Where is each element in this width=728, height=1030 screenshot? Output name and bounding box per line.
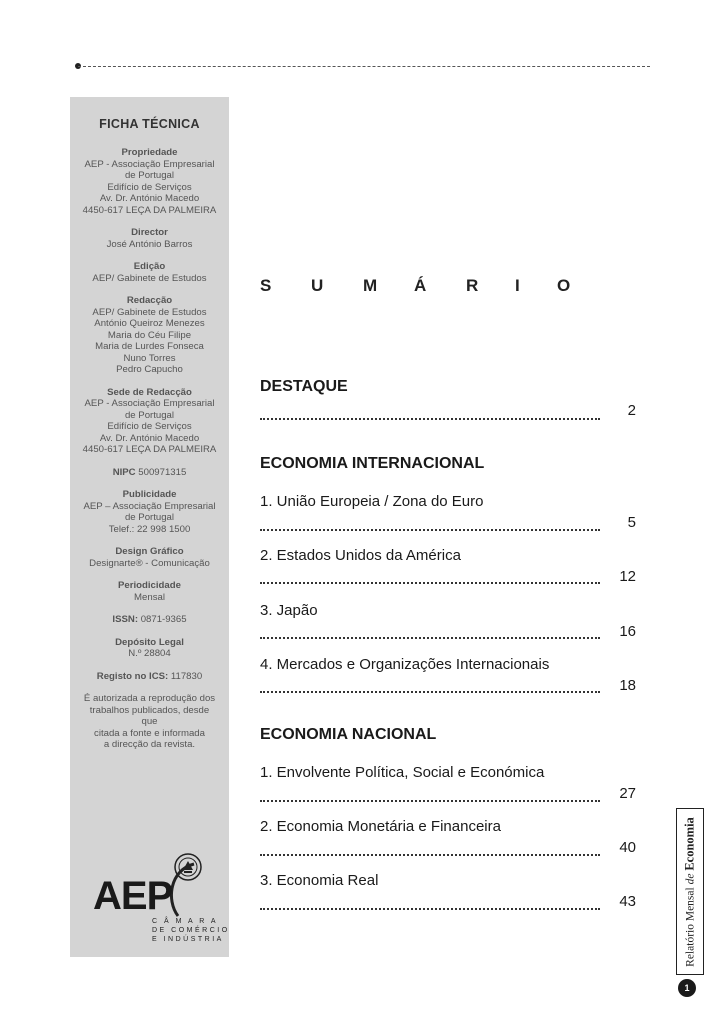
toc-entry-title[interactable]: 3. Japão bbox=[260, 602, 318, 619]
ficha-line: a direcção da revista. bbox=[103, 739, 196, 750]
ficha-block bbox=[70, 295, 229, 376]
ficha-line: AEP/ Gabinete de Estudos bbox=[92, 306, 207, 318]
toc-entry-title[interactable]: 3. Economia Real bbox=[260, 872, 379, 889]
ficha-block bbox=[70, 261, 229, 284]
toc-leader-dots bbox=[260, 840, 600, 856]
top-dashed-rule bbox=[78, 66, 650, 67]
toc-entry-title[interactable]: 1. Envolvente Política, Social e Económica bbox=[260, 764, 545, 781]
ficha-line: citada a fonte e informada bbox=[94, 727, 205, 739]
publication-title-text bbox=[683, 817, 698, 967]
sumario-letter: I bbox=[515, 276, 520, 295]
camara-comercio-text bbox=[152, 917, 230, 944]
ficha-line: AEP – Associação Empresarial bbox=[83, 500, 216, 512]
ficha-line: que bbox=[141, 716, 158, 727]
ficha-tecnica-panel bbox=[70, 97, 229, 957]
toc-leader-dots bbox=[260, 677, 600, 693]
sumario-letter: Á bbox=[414, 276, 427, 295]
ficha-line: de Portugal bbox=[124, 512, 175, 523]
ficha-line: de Portugal bbox=[124, 409, 175, 421]
ficha-line: de Portugal bbox=[124, 170, 175, 181]
ficha-heading: Edição bbox=[133, 261, 166, 272]
toc-page-number[interactable]: 2 bbox=[627, 402, 636, 419]
section-economia-internacional[interactable]: ECONOMIA INTERNACIONAL bbox=[260, 455, 485, 472]
ficha-tecnica-blocks bbox=[70, 147, 229, 762]
ficha-line: 4450-617 LEÇA DA PALMEIRA bbox=[82, 204, 217, 216]
ficha-line: É autorizada a reprodução dos bbox=[83, 693, 216, 704]
toc-page-number[interactable]: 16 bbox=[619, 623, 636, 640]
ficha-line: Av. Dr. António Macedo bbox=[99, 193, 200, 204]
ficha-block bbox=[70, 546, 229, 569]
ficha-block bbox=[70, 637, 229, 660]
publication-title-vertical bbox=[676, 808, 704, 975]
ficha-inline-value: 500971315 bbox=[138, 466, 187, 478]
ficha-heading: Propriedade bbox=[121, 147, 178, 158]
ficha-line: Nuno Torres bbox=[123, 352, 176, 364]
ficha-inline-label: Registo no ICS: bbox=[96, 670, 169, 682]
ficha-block bbox=[70, 580, 229, 603]
ficha-heading: Design Gráfico bbox=[115, 546, 184, 557]
toc-leader-dots bbox=[260, 786, 600, 802]
toc-page-number[interactable]: 5 bbox=[627, 514, 636, 531]
ficha-line: Edifício de Serviços bbox=[107, 421, 192, 432]
ficha-inline-value: 0871-9365 bbox=[140, 614, 187, 625]
ficha-line: Telef.: 22 998 1500 bbox=[108, 523, 191, 535]
ficha-line: AEP - Associação Empresarial bbox=[84, 158, 215, 170]
toc-page-number[interactable]: 18 bbox=[619, 677, 636, 694]
ficha-line: Maria de Lurdes Fonseca bbox=[95, 341, 204, 352]
ficha-line: Maria do Céu Filipe bbox=[107, 329, 192, 341]
ficha-line: Edifício de Serviços bbox=[107, 181, 192, 193]
ficha-block bbox=[70, 147, 229, 216]
ficha-block bbox=[70, 467, 229, 479]
publication-title-part: Economia bbox=[682, 816, 697, 871]
toc-leader-dots bbox=[260, 894, 600, 910]
section-destaque[interactable]: DESTAQUE bbox=[260, 378, 348, 395]
ficha-line: AEP - Associação Empresarial bbox=[84, 398, 215, 409]
sumario-letter: U bbox=[311, 276, 324, 295]
section-economia-nacional[interactable]: ECONOMIA NACIONAL bbox=[260, 726, 437, 743]
ficha-line: Designarte® - Comunicação bbox=[89, 557, 210, 569]
ficha-heading: Periodicidade bbox=[118, 580, 181, 591]
ficha-tecnica-title: FICHA TÉCNICA bbox=[99, 117, 200, 131]
ficha-block bbox=[70, 671, 229, 683]
ficha-heading: Depósito Legal bbox=[115, 636, 184, 648]
sumario-letter: M bbox=[363, 276, 378, 295]
ficha-line: N.º 28804 bbox=[128, 648, 171, 659]
ficha-heading: Sede de Redacção bbox=[107, 386, 192, 398]
seal-icon bbox=[173, 852, 203, 882]
ficha-heading: Redacção bbox=[126, 295, 173, 306]
ficha-line: Av. Dr. António Macedo bbox=[99, 432, 200, 444]
sumario-letter: R bbox=[466, 276, 479, 295]
ficha-inline-line bbox=[70, 671, 229, 683]
logo-subtitle-line: C Â M A R A bbox=[152, 918, 219, 925]
toc-entry-title[interactable]: 2. Estados Unidos da América bbox=[260, 547, 461, 564]
publication-title-part: de bbox=[684, 873, 697, 884]
ficha-heading: Director bbox=[131, 227, 168, 238]
aep-logo-text: AEP bbox=[93, 874, 173, 918]
ficha-line: AEP/ Gabinete de Estudos bbox=[92, 272, 207, 284]
sumario-letter: O bbox=[557, 276, 571, 295]
logo-subtitle-line: E INDÚSTRIA bbox=[152, 936, 224, 943]
toc-leader-dots bbox=[260, 623, 600, 639]
toc-page-number[interactable]: 27 bbox=[619, 785, 636, 802]
ficha-line: 4450-617 LEÇA DA PALMEIRA bbox=[82, 444, 217, 455]
ficha-inline-line bbox=[70, 467, 229, 479]
ficha-line: Pedro Capucho bbox=[116, 364, 183, 375]
toc-leader-dots bbox=[260, 515, 600, 531]
ficha-inline-line bbox=[70, 614, 229, 626]
logo-subtitle-line: DE COMÉRCIO bbox=[152, 927, 230, 934]
toc-leader-dots bbox=[260, 568, 600, 584]
toc-entry-title[interactable]: 2. Economia Monetária e Financeira bbox=[260, 818, 501, 835]
ficha-heading: Publicidade bbox=[122, 489, 177, 500]
sumario-letter: S bbox=[260, 276, 272, 295]
ficha-line: António Queiroz Menezes bbox=[94, 318, 205, 329]
toc-entry-title[interactable]: 4. Mercados e Organizações Internacionais bbox=[260, 656, 550, 673]
page-number-badge: 1 bbox=[678, 979, 696, 997]
ficha-block bbox=[70, 693, 229, 751]
toc-page-number[interactable]: 43 bbox=[619, 893, 636, 910]
ficha-line: trabalhos publicados, desde bbox=[89, 704, 210, 716]
ficha-line: José António Barros bbox=[106, 238, 193, 250]
ficha-block bbox=[70, 614, 229, 626]
ficha-block bbox=[70, 387, 229, 456]
ficha-block bbox=[70, 489, 229, 535]
ficha-inline-value: 117830 bbox=[170, 670, 203, 682]
toc-page-number[interactable]: 12 bbox=[619, 568, 636, 585]
ficha-line: Mensal bbox=[134, 591, 165, 603]
ficha-block bbox=[70, 227, 229, 250]
sumario-heading bbox=[260, 276, 580, 298]
publication-title-part: Relatório Mensal bbox=[684, 886, 697, 967]
toc-page-number[interactable]: 40 bbox=[619, 839, 636, 856]
toc-entry-title[interactable]: 1. União Europeia / Zona do Euro bbox=[260, 493, 484, 510]
toc-leader-dots bbox=[260, 404, 600, 420]
aep-logo bbox=[90, 852, 230, 952]
ficha-inline-label: NIPC bbox=[112, 466, 136, 478]
ficha-inline-label: ISSN: bbox=[112, 614, 139, 625]
